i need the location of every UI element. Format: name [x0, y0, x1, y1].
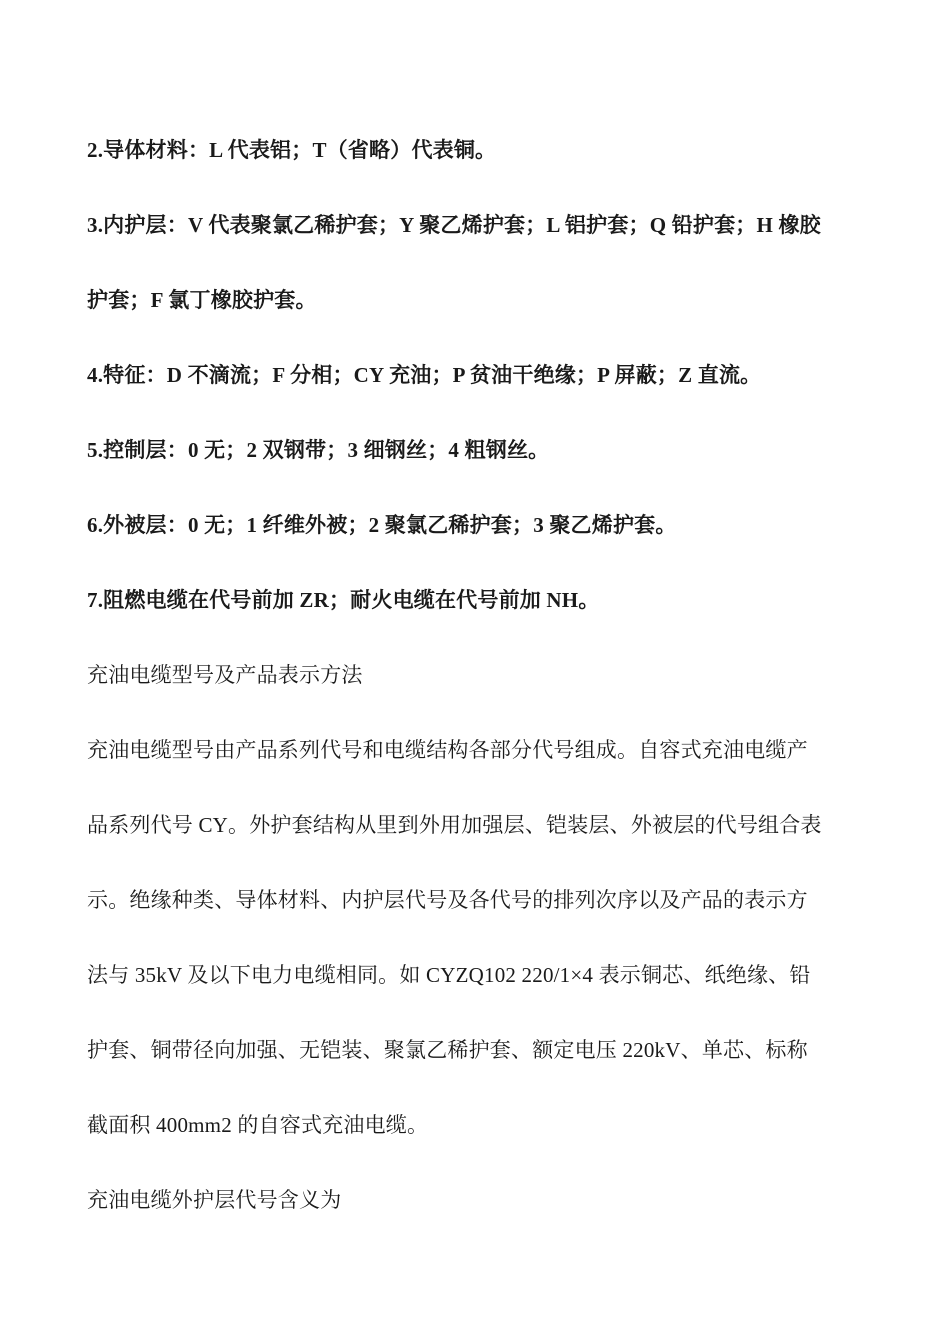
item-flame-fire-resistant: 7.阻燃电缆在代号前加 ZR；耐火电缆在代号前加 NH。	[87, 588, 600, 612]
item-features: 4.特征：D 不滴流；F 分相；CY 充油；P 贫油干绝缘；P 屏蔽；Z 直流。	[87, 363, 762, 387]
section-heading-outer-sheath-codes: 充油电缆外护层代号含义为	[87, 1188, 342, 1212]
item-conductor-material: 2.导体材料：L 代表铝；T（省略）代表铜。	[87, 138, 497, 162]
paragraph-line-6: 截面积 400mm2 的自容式充油电缆。	[87, 1113, 429, 1137]
paragraph-line-3: 示。绝缘种类、导体材料、内护层代号及各代号的排列次序以及产品的表示方	[87, 888, 808, 912]
paragraph-line-2: 品系列代号 CY。外护套结构从里到外用加强层、铠装层、外被层的代号组合表	[87, 813, 822, 837]
section-heading-oil-filled-cable: 充油电缆型号及产品表示方法	[87, 663, 363, 687]
item-outer-covering: 6.外被层：0 无；1 纤维外被；2 聚氯乙稀护套；3 聚乙烯护套。	[87, 513, 677, 537]
paragraph-line-1: 充油电缆型号由产品系列代号和电缆结构各部分代号组成。自容式充油电缆产	[87, 738, 808, 762]
item-inner-sheath-line-2: 护套；F 氯丁橡胶护套。	[87, 288, 317, 312]
paragraph-line-4: 法与 35kV 及以下电力电缆相同。如 CYZQ102 220/1×4 表示铜芯、纸绝缘、铅	[87, 963, 811, 987]
item-control-layer: 5.控制层：0 无；2 双钢带；3 细钢丝；4 粗钢丝。	[87, 438, 550, 462]
item-inner-sheath-line-1: 3.内护层：V 代表聚氯乙稀护套；Y 聚乙烯护套；L 铝护套；Q 铅护套；H 橡胶	[87, 213, 821, 237]
paragraph-line-5: 护套、铜带径向加强、无铠装、聚氯乙稀护套、额定电压 220kV、单芯、标称	[87, 1038, 808, 1062]
